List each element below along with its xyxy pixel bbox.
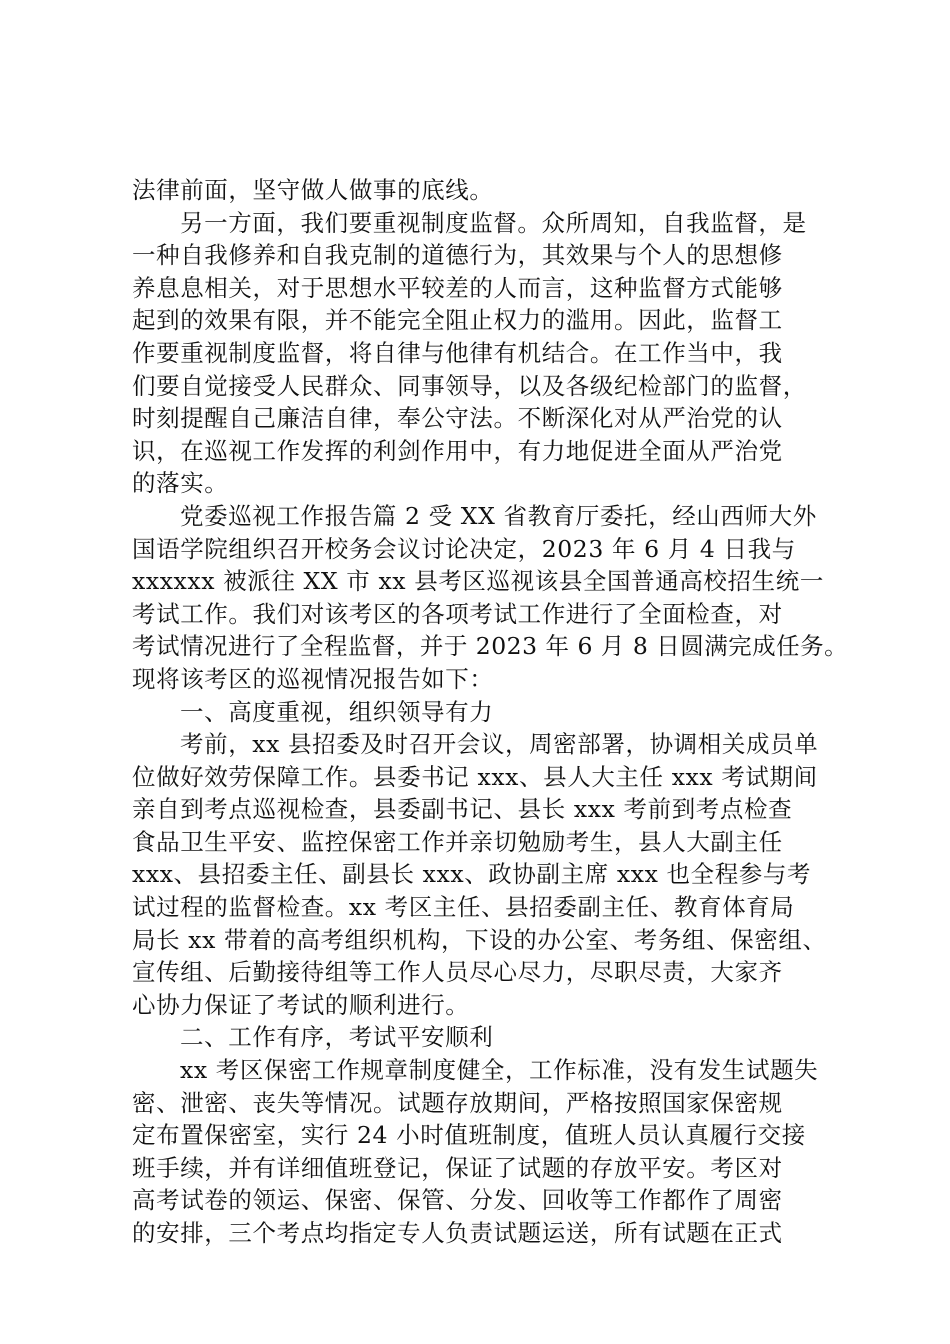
text-line: 一、高度重视，组织领导有力: [180, 697, 494, 726]
text-line: 高考试卷的领运、保密、保管、分发、回收等工作都作了周密: [132, 1186, 783, 1215]
text-line: 班手续，并有详细值班登记，保证了试题的存放平安。考区对: [132, 1153, 783, 1182]
text-line: 考试情况进行了全程监督，并于 2023 年 6 月 8 日圆满完成任务。: [132, 632, 849, 661]
text-line: 考前，xx 县招委及时召开会议，周密部署，协调相关成员单: [180, 730, 819, 759]
text-line: 另一方面，我们要重视制度监督。众所周知，自我监督，是: [180, 208, 807, 237]
document-body: [132, 174, 848, 1250]
text-line: 起到的效果有限，并不能完全阻止权力的滥用。因此，监督工: [132, 306, 783, 335]
text-line: 们要自觉接受人民群众、同事领导，以及各级纪检部门的监督，: [132, 371, 807, 400]
text-line: 宣传组、后勤接待组等工作人员尽心尽力，尽职尽责，大家齐: [132, 958, 783, 987]
text-line: 养息息相关，对于思想水平较差的人而言，这种监督方式能够: [132, 273, 783, 302]
text-line: 时刻提醒自己廉洁自律，奉公守法。不断深化对从严治党的认: [132, 404, 783, 433]
text-line: 现将该考区的巡视情况报告如下：: [132, 664, 494, 693]
text-line: 亲自到考点巡视检查，县委副书记、县长 xxx 考前到考点检查: [132, 795, 793, 824]
text-line: 二、工作有序，考试平安顺利: [180, 1023, 494, 1052]
text-line: 试过程的监督检查。xx 考区主任、县招委副主任、教育体育局: [132, 893, 795, 922]
text-line: 密、泄密、丧失等情况。试题存放期间，严格按照国家保密规: [132, 1088, 783, 1117]
text-line: 识，在巡视工作发挥的利剑作用中，有力地促进全面从严治党: [132, 436, 783, 465]
text-line: 局长 xx 带着的高考组织机构，下设的办公室、考务组、保密组、: [132, 925, 827, 954]
text-line: 定布置保密室，实行 24 小时值班制度，值班人员认真履行交接: [132, 1121, 806, 1150]
text-line: xx 考区保密工作规章制度健全，工作标准，没有发生试题失: [180, 1056, 819, 1085]
text-line: xxx、县招委主任、副县长 xxx、政协副主席 xxx 也全程参与考: [132, 860, 812, 889]
text-line: 一种自我修养和自我克制的道德行为，其效果与个人的思想修: [132, 241, 783, 270]
text-line: 心协力保证了考试的顺利进行。: [132, 990, 470, 1019]
text-line: 作要重视制度监督，将自律与他律有机结合。在工作当中，我: [132, 338, 783, 367]
text-line: 的安排，三个考点均指定专人负责试题运送，所有试题在正式: [132, 1219, 783, 1247]
text-line: xxxxxx 被派往 XX 市 xx 县考区巡视该县全国普通高校招生统一: [132, 567, 824, 596]
text-line: 位做好效劳保障工作。县委书记 xxx、县人大主任 xxx 考试期间: [132, 762, 818, 791]
text-line: 法律前面，坚守做人做事的底线。: [132, 176, 494, 204]
text-line: 的落实。: [132, 469, 229, 498]
text-line: 考试工作。我们对该考区的各项考试工作进行了全面检查，对: [132, 599, 783, 628]
text-line: 食品卫生平安、监控保密工作并亲切勉励考生，县人大副主任: [132, 827, 783, 856]
text-line: 国语学院组织召开校务会议讨论决定，2023 年 6 月 4 日我与: [132, 534, 796, 563]
text-line: 党委巡视工作报告篇 2 受 XX 省教育厅委托，经山西师大外: [180, 501, 817, 530]
